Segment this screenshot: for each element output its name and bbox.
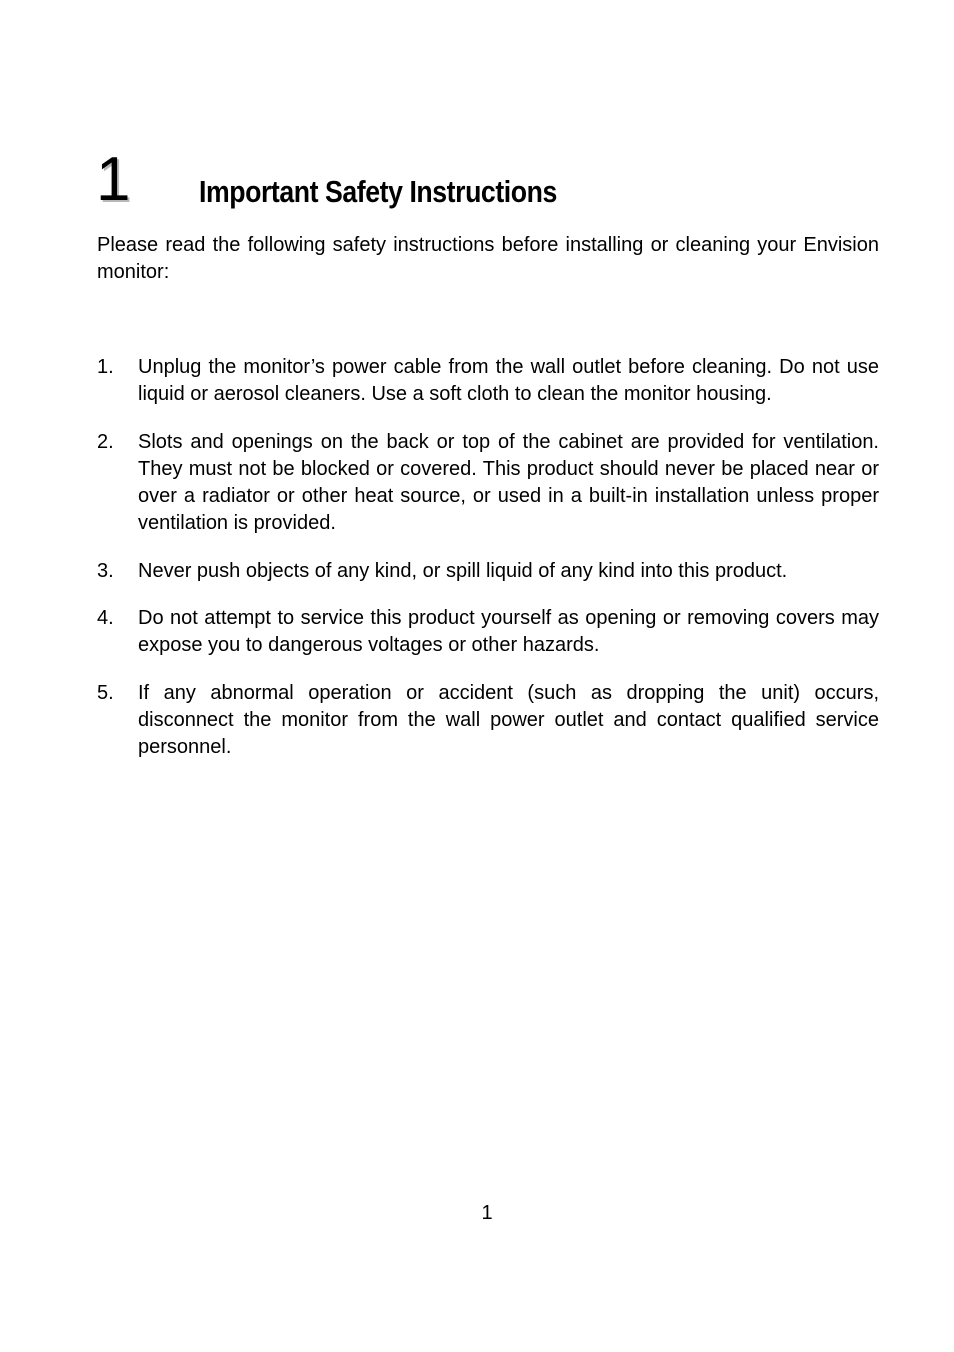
instruction-number: 1. — [97, 356, 114, 378]
instruction-text: Unplug the monitor’s power cable from the wall outlet before cleaning. Do not use liquid or aerosol cleaners. Use a soft cloth to clean the monitor housing. — [138, 356, 879, 406]
chapter-number: 1 — [96, 145, 131, 214]
page-number: 1 — [481, 1202, 493, 1224]
safety-instruction-4 — [97, 605, 879, 660]
instruction-number: 5. — [97, 681, 114, 704]
instruction-number: 4. — [97, 607, 114, 630]
instruction-text: Slots and openings on the back or top of the cabinet are provided for ventilation. They must not be blocked or covered. This product should never be placed near or over a radiator or other heat source, or used in a built-in installation unless proper ventilation is provided. — [138, 430, 879, 535]
safety-instruction-5 — [97, 680, 879, 762]
intro-paragraph: Please read the following safety instructions before installing or cleaning your Envision monitor: — [97, 234, 879, 283]
instruction-text: If any abnormal operation or accident (such as dropping the unit) occurs, disconnect the monitor from the wall power outlet and contact qualified service personnel. — [138, 681, 879, 759]
instruction-number: 3. — [97, 559, 114, 582]
safety-instruction-2 — [97, 429, 879, 538]
safety-instructions-list — [97, 354, 879, 782]
chapter-title: Important Safety Instructions — [199, 174, 557, 209]
safety-instruction-1 — [97, 354, 879, 409]
instruction-text: Never push objects of any kind, or spill liquid of any kind into this product. — [138, 559, 788, 582]
instruction-text: Do not attempt to service this product yourself as opening or removing covers may expose you to dangerous voltages or other hazards. — [138, 607, 879, 657]
instruction-number: 2. — [97, 430, 114, 453]
safety-instruction-3 — [97, 558, 879, 585]
